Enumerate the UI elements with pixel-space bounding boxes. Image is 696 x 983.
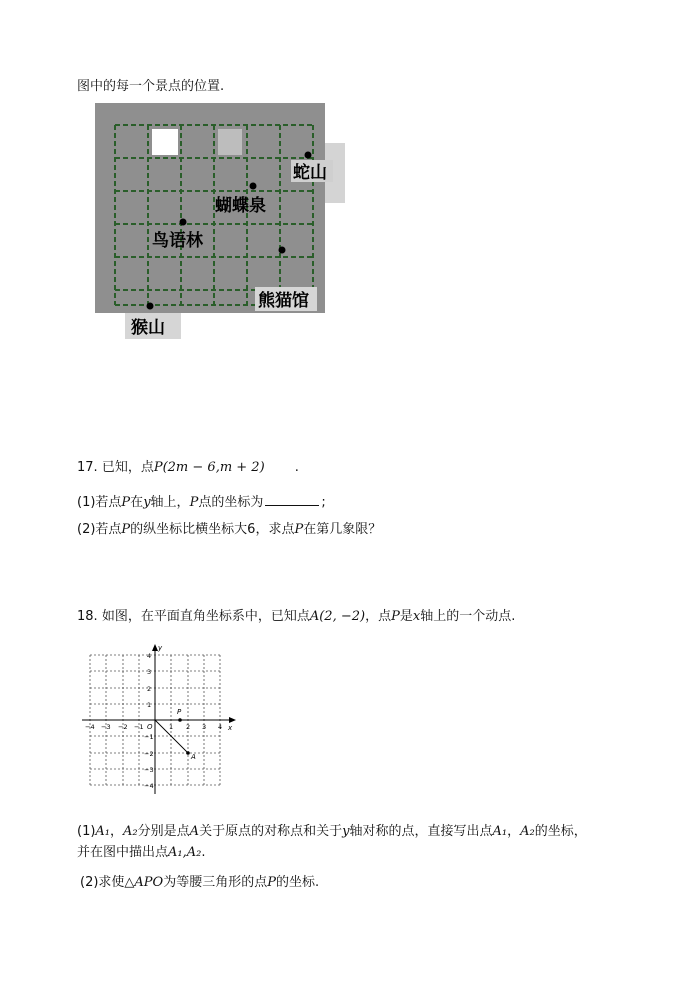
butterfly-spring-label: 蝴蝶泉: [215, 196, 266, 216]
monkey-mountain-point: [147, 303, 154, 310]
point-A-label: A: [191, 753, 196, 761]
x-tick: 3: [202, 723, 207, 731]
y-tick: −1: [144, 733, 154, 741]
panda-house-point: [279, 247, 286, 254]
panda-house-label: 熊猫馆: [258, 291, 309, 311]
y-tick: 3: [147, 668, 152, 676]
bird-forest-label: 鸟语林: [152, 231, 203, 251]
y-tick: 1: [147, 701, 152, 709]
q17-part1: (1)若点P在y轴上，P点的坐标为 ;: [77, 492, 326, 512]
x-tick: 1: [169, 723, 174, 731]
y-tick: −3: [144, 766, 154, 774]
point-P: [178, 718, 182, 722]
snake-mountain-point: [305, 152, 312, 159]
x-tick: −4: [85, 723, 95, 731]
x-tick: −1: [134, 723, 144, 731]
y-axis-label: y: [158, 644, 163, 652]
q18-part1-line1: (1)A₁，A₂分别是点A关于原点的对称点和关于y轴对称的点，直接写出点A₁，A₂的坐标，: [77, 824, 587, 839]
point-A: [186, 751, 190, 755]
monkey-mountain-label: 猴山: [131, 318, 165, 338]
x-tick: −2: [118, 723, 128, 731]
y-tick: −4: [144, 782, 154, 790]
scenic-spot-map: [95, 103, 345, 343]
q18-part2: (2)求使△APO为等腰三角形的点P的坐标.: [80, 875, 320, 890]
butterfly-spring-point: [250, 183, 257, 190]
y-tick: 2: [147, 685, 152, 693]
answer-blank: [265, 492, 319, 506]
x-tick: 4: [218, 723, 223, 731]
y-tick: −2: [144, 750, 154, 758]
coordinate-grid: [78, 640, 248, 802]
q18-stem: 18. 如图，在平面直角坐标系中，已知点A(2, −2)，点P是x轴上的一个动点.: [77, 609, 516, 624]
x-axis-label: x: [228, 724, 233, 732]
snake-mountain-label: 蛇山: [293, 163, 327, 183]
point-P-label: P: [177, 708, 182, 716]
y-tick: 4: [147, 652, 152, 660]
q17-part2: (2)若点P的纵坐标比横坐标大6，求点P在第几象限？: [77, 522, 382, 537]
bird-forest-point: [180, 219, 187, 226]
x-tick: 2: [186, 723, 191, 731]
q17-stem: 17. 已知，点P(2m − 6,m + 2) .: [77, 460, 299, 475]
q18-part1-line2: 并在图中描出点A₁,A₂.: [77, 845, 206, 860]
intro-text: 图中的每一个景点的位置.: [77, 79, 225, 94]
x-tick: −3: [101, 723, 111, 731]
origin-label: O: [147, 723, 153, 731]
